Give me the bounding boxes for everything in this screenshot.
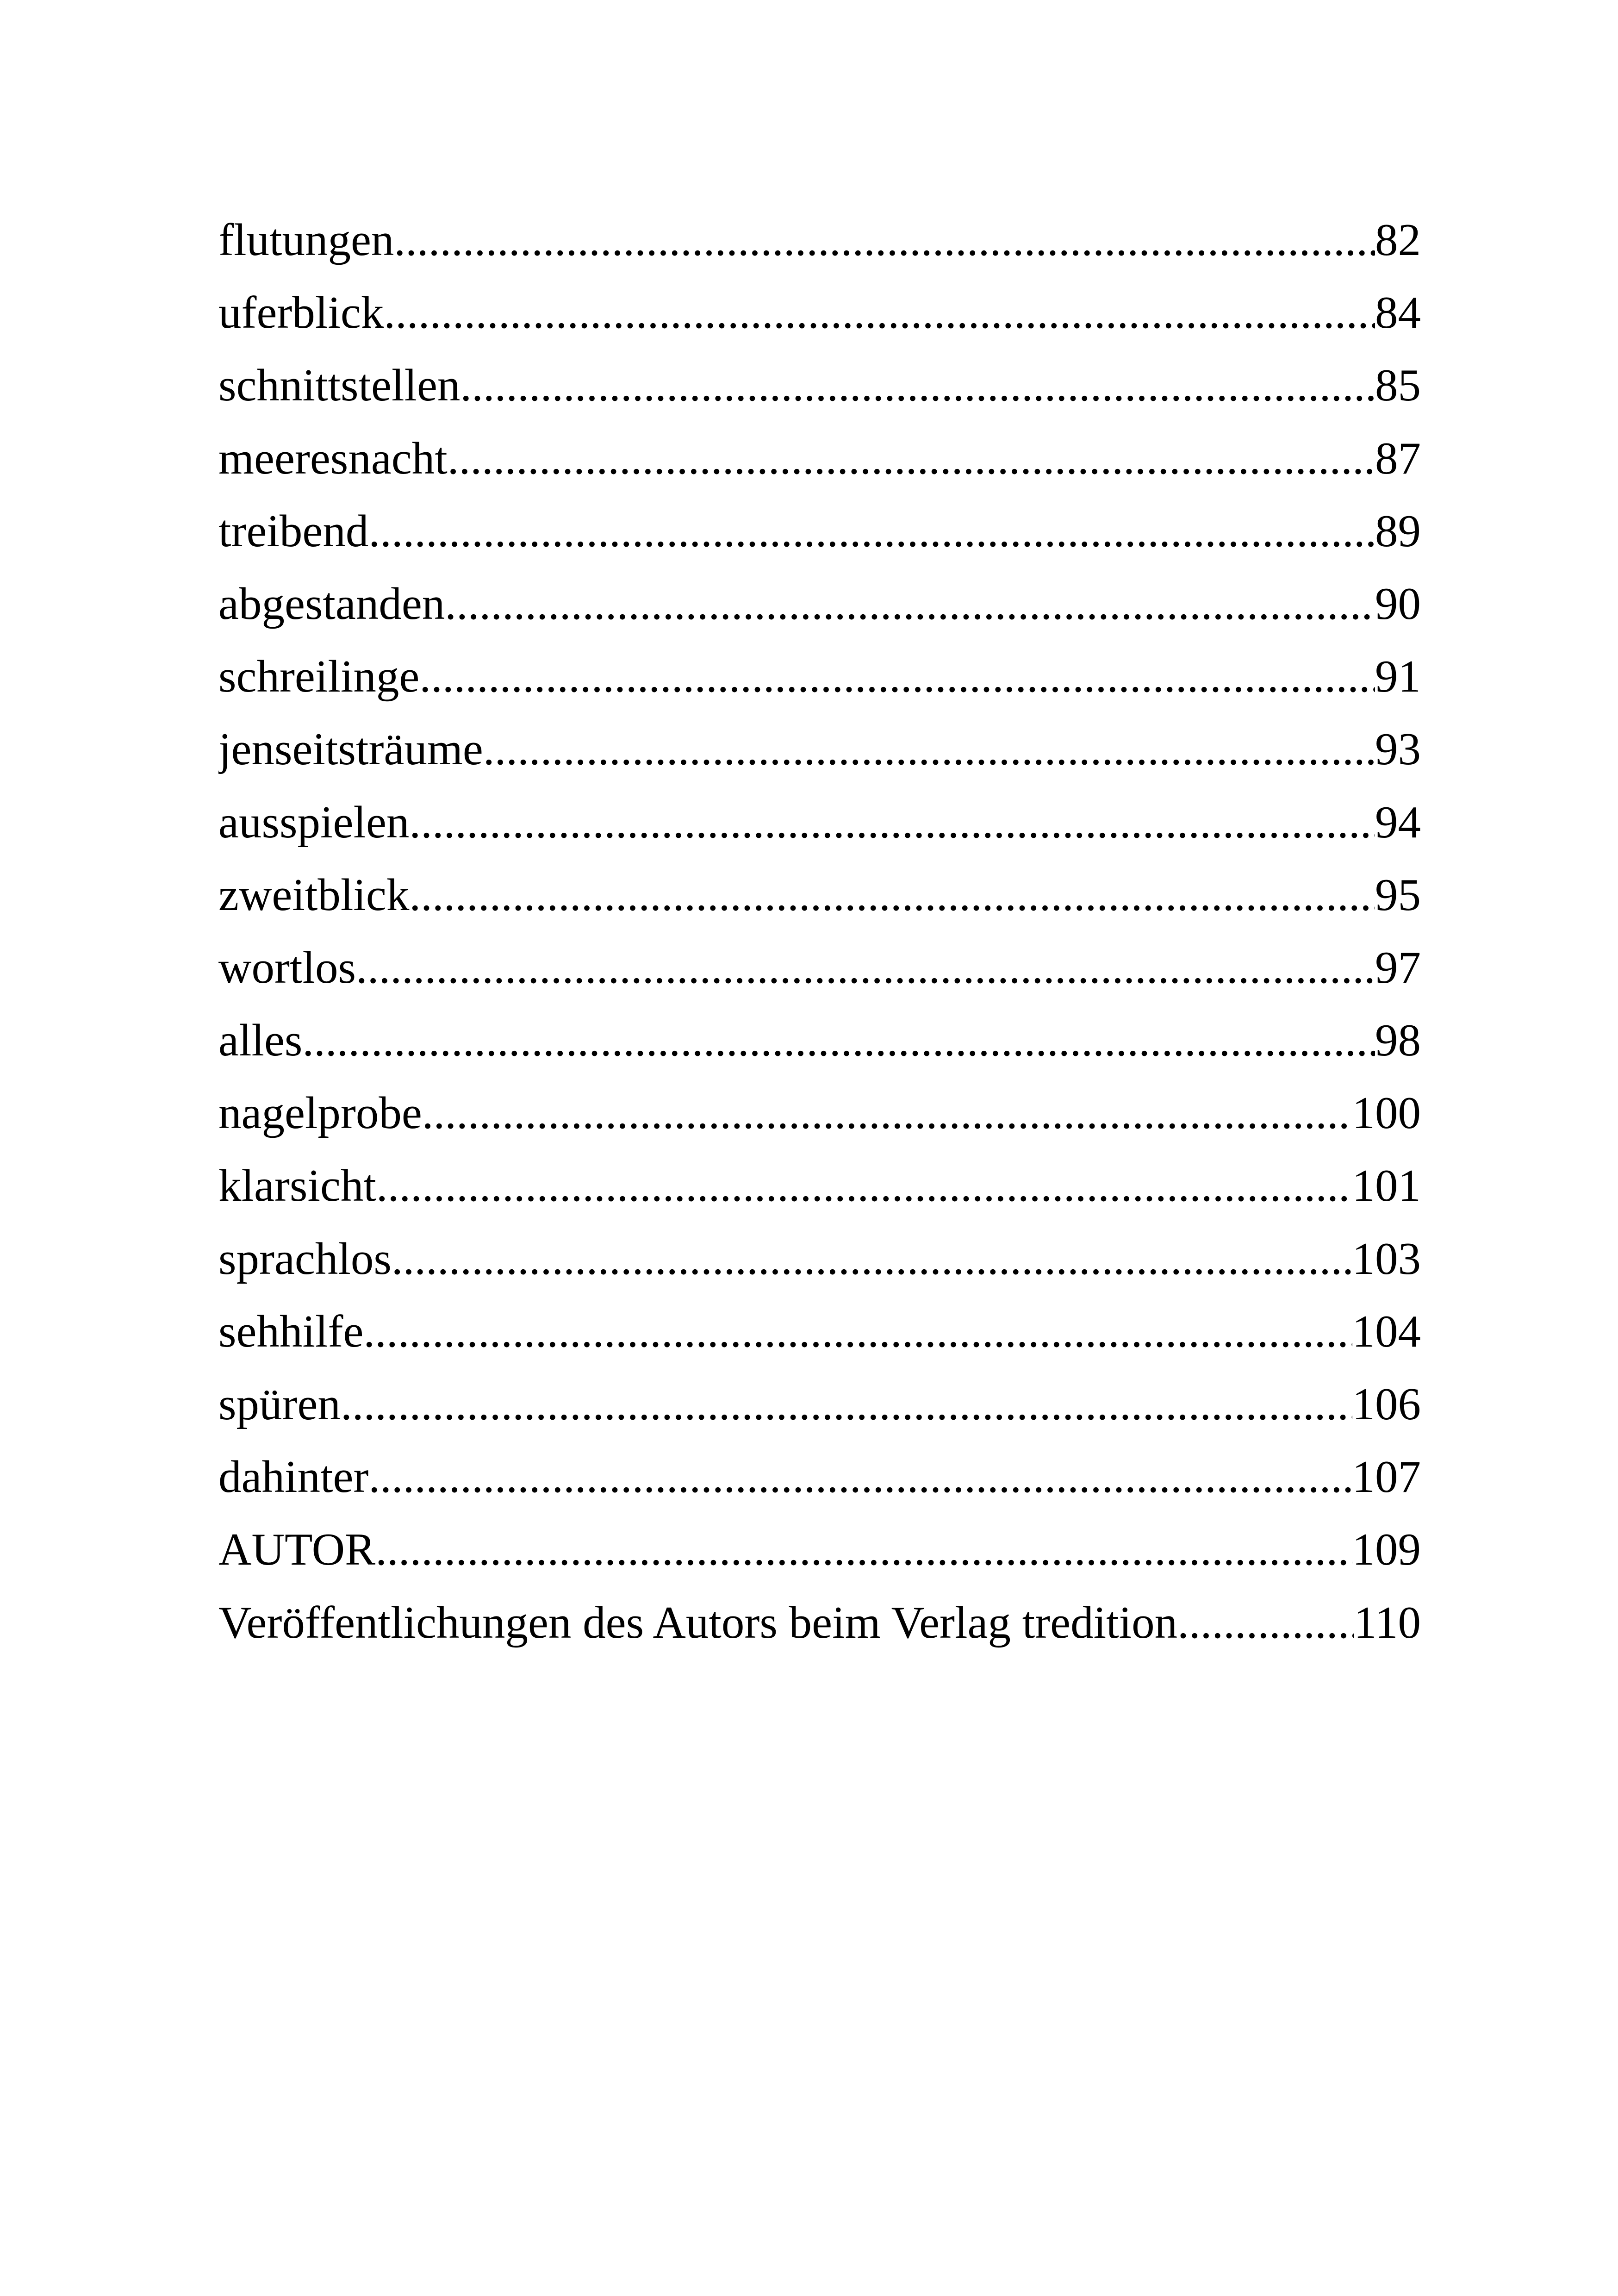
toc-entry[interactable] [218,1004,1421,1077]
toc-entry-title: dahinter [218,1452,369,1503]
toc-entry-title: treibend [218,505,369,556]
dot-leader [445,568,1375,640]
toc-entry-page: 84 [1375,287,1421,338]
toc-entry-page: 109 [1352,1524,1421,1575]
toc-entry[interactable] [218,1077,1421,1149]
dot-leader [409,786,1375,859]
toc-entry-title: flutungen [218,215,394,265]
dot-leader [392,1223,1352,1295]
toc-entry[interactable] [218,1149,1421,1222]
toc-entry[interactable] [218,1441,1421,1513]
dot-leader [363,1295,1352,1368]
dot-leader [422,1077,1352,1149]
toc-entry-page: 97 [1375,942,1421,993]
dot-leader [376,1149,1352,1222]
toc-entry[interactable] [218,640,1421,713]
toc-entry-page: 90 [1375,578,1421,629]
dot-leader [394,204,1375,276]
toc-entry-title: uferblick [218,287,384,338]
toc-entry-page: 110 [1354,1597,1421,1648]
toc-entry-page: 106 [1352,1379,1421,1429]
dot-leader [341,1368,1352,1441]
dot-leader [460,349,1375,422]
dot-leader [356,931,1375,1004]
toc-entry[interactable] [218,568,1421,640]
toc-entry-title: AUTOR [218,1524,376,1575]
toc-entry-page: 104 [1352,1306,1421,1357]
dot-leader [368,495,1375,568]
toc-entry[interactable] [218,1223,1421,1295]
toc-entry-title: jenseitsträume [218,724,483,775]
toc-entry[interactable] [218,931,1421,1004]
dot-leader [1177,1586,1354,1659]
toc-entry[interactable] [218,349,1421,422]
toc-entry-page: 100 [1352,1088,1421,1139]
toc-entry[interactable] [218,859,1421,931]
toc-entry-page: 107 [1352,1452,1421,1503]
toc-entry-title: spüren [218,1379,341,1429]
toc-entry-page: 101 [1352,1160,1421,1211]
dot-leader [419,640,1375,713]
toc-entry[interactable] [218,1513,1421,1586]
toc-entry-page: 91 [1375,651,1421,702]
dot-leader [409,859,1375,931]
toc-entry-title: abgestanden [218,578,445,629]
toc-entry-page: 98 [1375,1015,1421,1066]
dot-leader [368,1441,1352,1513]
dot-leader [302,1004,1375,1077]
toc-entry-title: schnittstellen [218,360,461,411]
toc-entry-title: Veröffentlichungen des Autors beim Verlag tredition [218,1597,1178,1648]
dot-leader [384,276,1375,349]
toc-entry[interactable] [218,713,1421,786]
toc-entry-title: sehhilfe [218,1306,364,1357]
toc-entry[interactable] [218,276,1421,349]
toc-entry-title: nagelprobe [218,1088,422,1139]
toc-entry-title: alles [218,1015,303,1066]
dot-leader [483,713,1375,786]
dot-leader [375,1513,1352,1586]
toc-entry-page: 94 [1375,797,1421,848]
toc-entry-title: schreilinge [218,651,420,702]
toc-entry[interactable] [218,786,1421,859]
toc-entry-title: zweitblick [218,869,410,920]
toc-entry-page: 89 [1375,505,1421,556]
toc-entry-page: 85 [1375,360,1421,411]
toc-entry-title: klarsicht [218,1160,376,1211]
toc-entry-page: 95 [1375,869,1421,920]
toc-entry[interactable] [218,495,1421,568]
toc-entry-page: 82 [1375,215,1421,265]
toc-entry[interactable] [218,1295,1421,1368]
toc-entry-title: ausspielen [218,797,410,848]
toc-entry-title: wortlos [218,942,356,993]
dot-leader [448,422,1375,495]
toc-entry[interactable] [218,1586,1421,1659]
toc-entry[interactable] [218,422,1421,495]
toc-entry-page: 93 [1375,724,1421,775]
toc-entry-title: meeresnacht [218,433,448,484]
toc-entry[interactable] [218,1368,1421,1441]
toc-entry-title: sprachlos [218,1233,392,1284]
table-of-contents [218,204,1421,1659]
toc-entry-page: 103 [1352,1233,1421,1284]
toc-entry-page: 87 [1375,433,1421,484]
toc-entry[interactable] [218,204,1421,276]
